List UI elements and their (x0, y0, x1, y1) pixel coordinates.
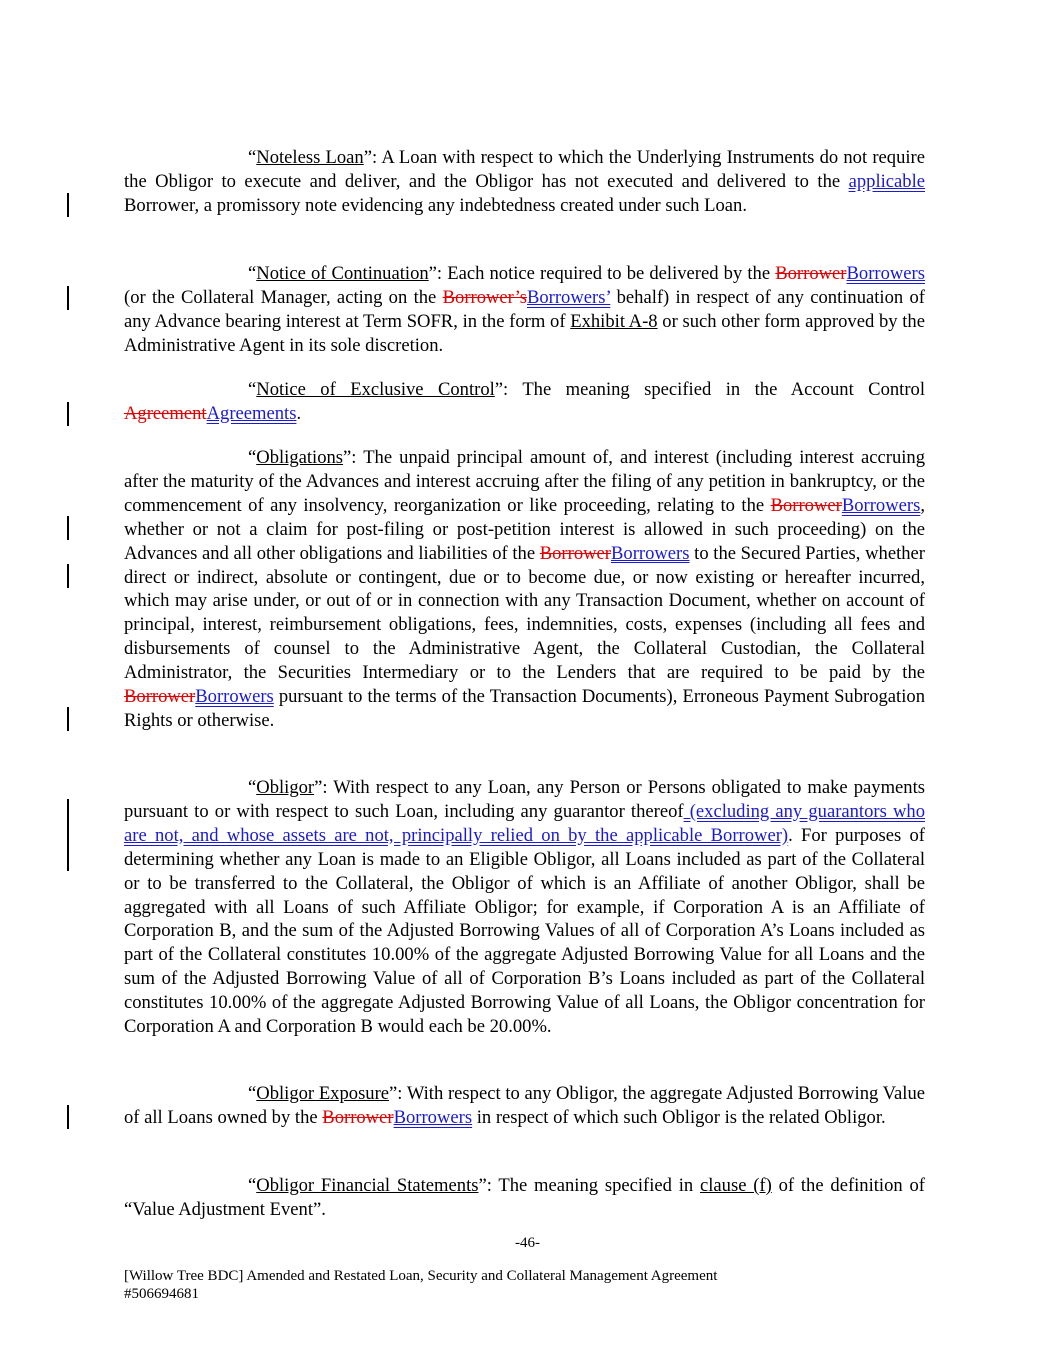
change-bar (67, 286, 69, 310)
deleted-text: Borrower (770, 494, 842, 516)
change-bar (67, 564, 69, 588)
deleted-text: Borrower (539, 542, 611, 564)
inserted-text: Agreements (206, 402, 297, 424)
footer-title: [Willow Tree BDC] Amended and Restated Loan, Security and Collateral Management Agreement (124, 1268, 718, 1284)
inserted-text: Borrowers (846, 263, 925, 284)
change-bar (67, 799, 69, 871)
defined-term: Obligations (256, 447, 344, 468)
footer-doc-id: #506694681 (124, 1286, 199, 1302)
definition-obligor-financial-statements: “Obligor Financial Statements”: The meaning specified in clause (f) of the definition of “Value Adjustment Event”. (124, 1175, 925, 1220)
defined-term: Obligor Financial Statements (256, 1175, 479, 1196)
defined-term: Noteless Loan (256, 147, 364, 168)
deleted-text: Borrower’s (442, 286, 527, 308)
change-bar (67, 193, 69, 217)
inserted-text: (excluding any guarantors who are not, and whose assets are not, principally relied on by the applicable Borrower) (124, 800, 925, 846)
defined-term: Obligor (256, 777, 315, 798)
page-number: -46- (515, 1235, 540, 1251)
change-bar (67, 516, 69, 540)
inserted-text: Borrowers (393, 1106, 473, 1128)
deleted-text: Borrower (775, 263, 847, 284)
exhibit-reference: Exhibit A-8 (570, 310, 658, 332)
defined-term: Notice of Exclusive Control (256, 379, 495, 400)
definition-obligations: “Obligations”: The unpaid principal amount of, and interest (including interest accruing after the maturity of the Advances and interest accruing after the filing of any petition in bankruptcy, or the commencement of any insolvency, reorganization or like proceeding, relating to the BorrowerBorrowers, whether or not a claim for post-filing or post-petition interest is allowed in such proceeding) on the Advances and all other obligations and liabilities of the BorrowerBorrowers to the Secured Parties, whether direct or indirect, absolute or contingent, due or to become due, or now existing or hereafter incurred, which may arise under, or out of or in connection with any Transaction Document, whether on account of principal, interest, reimbursement obligations, fees, indemnities, costs, expenses (including all fees and disbursements of counsel to the Administrative Agent, the Collateral Custodian, the Collateral Administrator, the Securities Intermediary or to the Lenders that are required to be paid by the BorrowerBorrowers pursuant to the terms of the Transaction Documents), Erroneous Payment Subrogation Rights or otherwise. (124, 447, 925, 731)
deleted-text: Agreement (124, 402, 207, 424)
inserted-text: Borrowers (195, 686, 274, 708)
definition-notice-of-continuation: “Notice of Continuation”: Each notice required to be delivered by the BorrowerBorrowers (or the Collateral Manager, acting on the Borrower’sBorrowers’ behalf) in respect of any continuation of any Advance bearing interest at Term SOFR, in the form of Exhibit A-8 or such other form approved by the Administrative Agent in its sole discretion. (124, 263, 925, 356)
document-footer (124, 1267, 717, 1303)
defined-term: Obligor Exposure (256, 1083, 390, 1104)
change-bar (67, 402, 69, 426)
change-bar (67, 707, 69, 731)
deleted-text: Borrower (124, 686, 196, 708)
deleted-text: Borrower (322, 1106, 394, 1128)
defined-term: Notice of Continuation (256, 263, 429, 284)
definition-noteless-loan: “Noteless Loan”: A Loan with respect to which the Underlying Instruments do not require the Obligor to execute and deliver, and the Obligor has not executed and delivered to the applicable Borrower, a promissory note evidencing any indebtedness created under such Loan. (124, 147, 925, 216)
definition-obligor-exposure: “Obligor Exposure”: With respect to any Obligor, the aggregate Adjusted Borrowing Value of all Loans owned by the BorrowerBorrowers in respect of which such Obligor is the related Obligor. (124, 1083, 926, 1128)
change-bar (67, 1105, 69, 1129)
clause-reference: clause (f) (700, 1175, 772, 1196)
definition-obligor: “Obligor”: With respect to any Loan, any Person or Persons obligated to make payments pursuant to or with respect to such Loan, including any guarantor thereof (excluding any guarantors who are not, and whose assets are not, principally relied on by the applicable Borrower). For purposes of determining whether any Loan is made to an Eligible Obligor, all Loans included as part of the Collateral or to be transferred to the Collateral, the Obligor of which is an Affiliate of another Obligor, shall be aggregated with all Loans of such Affiliate Obligor; for example, if Corporation A is an Affiliate of Corporation B, and the sum of the Adjusted Borrowing Values of all of Corporation A’s Loans included as part of the Collateral constitutes 10.00% of the aggregate Adjusted Borrowing Value for all Loans and the sum of the Adjusted Borrowing Value of all of Corporation B’s Loans included as part of the Collateral constitutes 10.00% of the aggregate Adjusted Borrowing Value of all Loans, the Obligor concentration for Corporation A and Corporation B would each be 20.00%. (124, 777, 925, 1038)
inserted-text: Borrowers’ (526, 286, 611, 308)
inserted-text: applicable (848, 170, 925, 192)
inserted-text: Borrowers (841, 494, 921, 516)
definition-notice-of-exclusive-control: “Notice of Exclusive Control”: The meaning specified in the Account Control AgreementAgreements. (124, 379, 925, 424)
inserted-text: Borrowers (611, 542, 690, 564)
